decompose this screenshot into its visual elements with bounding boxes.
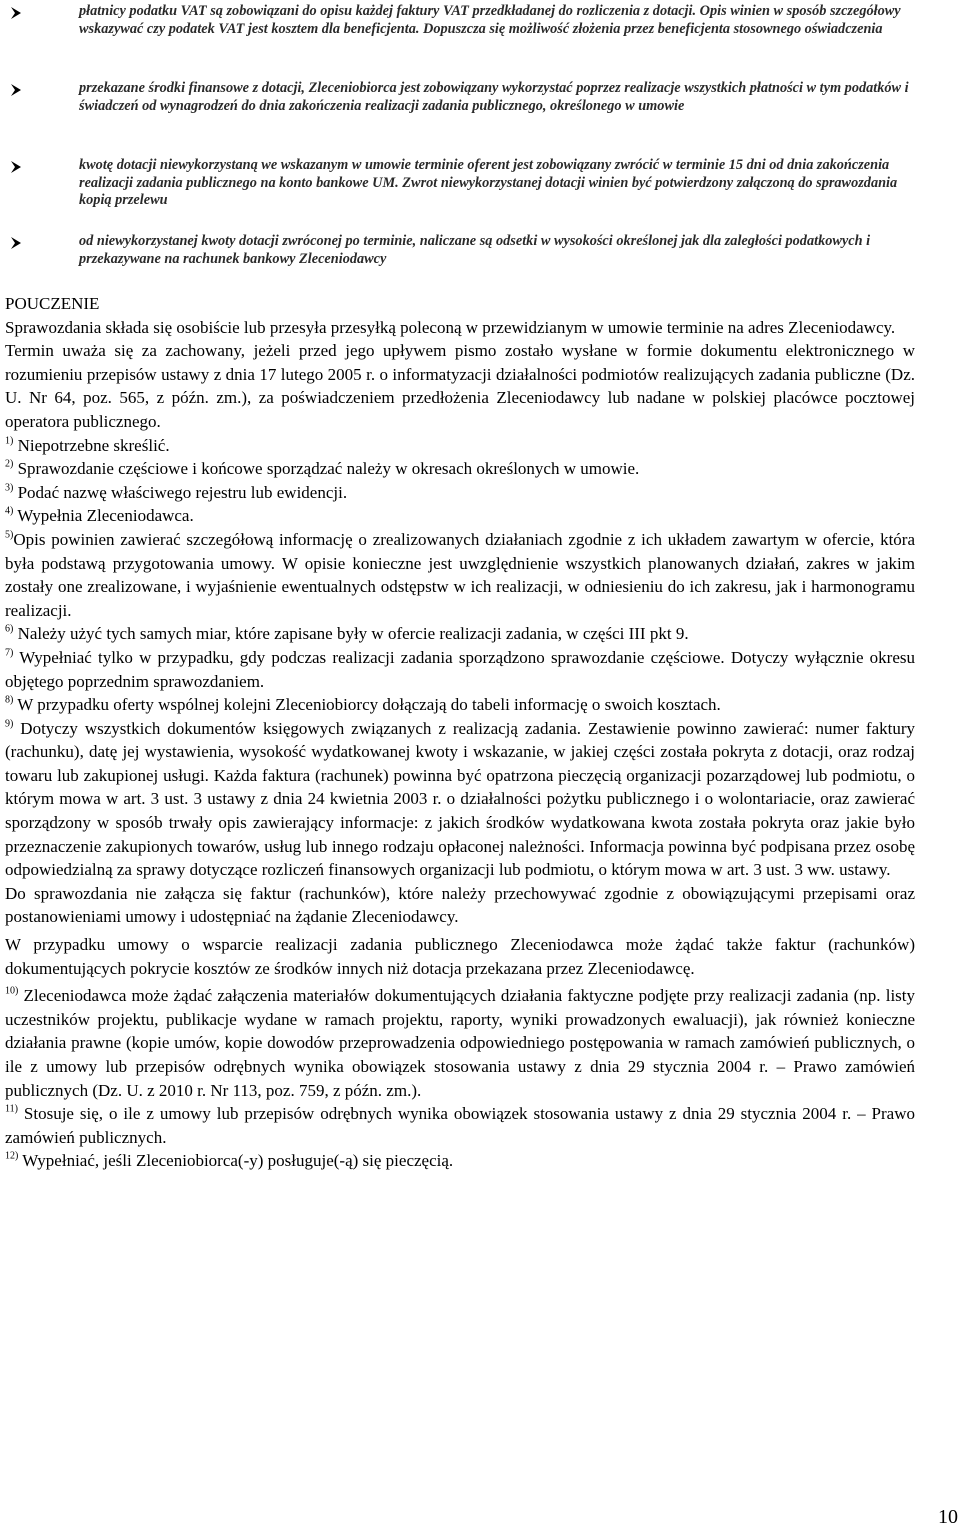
footnote-text: Dotyczy wszystkich dokumentów księgowych związanych z realizacją zadania. Zestawienie powinno zawierać: numer faktury (rachunku), datę jej wystawienia, wysokość wydatkowanej kwoty i wskazanie, w jakiej części została pokryta z dotacji, oraz rodzaj towaru lub zakupionej usługi. Każda faktura (rachunek) powinna być opatrzona pieczęcią organizacji pozarządowej lub podmiotu, o którym mowa w art. 3 ust. 3 ustawy z dnia 24 kwietnia 2003 r. o działalności pożytku publicznego i o wolontariacie, oraz zawierać sporządzony w sposób trwały opis zawierający informacje: z jakich środków wydatkowana kwota została pokryta oraz jakie było przeznaczenie zakupionych towarów, usług lub innego rodzaju opłaconej należności. Informacja powinna być podpisana przez osobę odpowiedzialną za sprawy dotyczące rozliczeń finansowych organizacji lub podmiotu, o którym mowa w art. 3 ust. 3 ww. ustawy. [5, 718, 915, 880]
footnote-text: Niepotrzebne skreślić. [13, 435, 170, 455]
footnote-text: Opis powinien zawierać szczegółową informację o zrealizowanych działaniach zgodnie z ich układem zawartym w ofercie, która była podstawą przygotowania umowy. W opisie konieczne jest uwzględnienie wszystkich planowanych działań, zakres w jakim zostały one zrealizowane, i wyjaśnienie ewentualnych odstępstw w ich realizacji, w odniesieniu do ich zakresu, jak i harmonogramu realizacji. [5, 529, 915, 620]
footnote-text: Należy użyć tych samych miar, które zapisane były w ofercie realizacji zadania, w części III pkt 9. [13, 624, 689, 644]
footnote-marker: 2) [5, 458, 14, 470]
footnote-text: Wypełniać tylko w przypadku, gdy podczas realizacji zadania sporządzono sprawozdanie częściowe. Dotyczy wyłącznie okresu objętego poprzednim sprawozdaniem. [5, 647, 915, 691]
footnote-6 [5, 622, 915, 646]
page-number: 10 [938, 1506, 958, 1528]
paragraph: Termin uważa się za zachowany, jeżeli przed jego upływem pismo zostało wysłane w formie dokumentu elektronicznego w rozumieniu przepisów ustawy z dnia 17 lutego 2005 r. o informatyzacji działalności podmiotów realizujących zadania publiczne (Dz. U. Nr 64, poz. 565, z późn. zm.), za poświadczeniem przedłożenia Zleceniodawcy lub nadane w polskiej placówce pocztowej operatora publicznego. [5, 341, 915, 431]
bullet-text: od niewykorzystanej kwoty dotacji zwróconej po terminie, naliczane są odsetki w wysokości określonej jak dla zaległości podatkowych i przekazywane na rachunek bankowy Zleceniodawcy [79, 233, 871, 267]
arrow-bullet-icon [9, 6, 23, 20]
footnote-text: W przypadku oferty wspólnej kolejni Zleceniobiorcy dołączają do tabeli informację o swoich kosztach. [13, 695, 721, 715]
footnote-7 [5, 646, 915, 693]
footnote-marker: 6) [5, 623, 14, 635]
bullet-text: kwotę dotacji niewykorzystaną we wskazanym w umowie terminie oferent jest zobowiązany zwrócić w terminie 15 dni od dnia zakończenia realizacji zadania publicznego na konto bankowe UM. Zwrot niewykorzystanej dotacji winien być potwierdzony załączoną do sprawozdania kopią przelewu [79, 157, 898, 209]
footnote-marker: 5) [5, 529, 14, 541]
footnote-8 [5, 693, 915, 717]
footnote-text: Stosuje się, o ile z umowy lub przepisów odrębnych wynika obowiązek stosowania ustawy z dnia 29 stycznia 2004 r. – Prawo zamówień publicznych. [5, 1104, 915, 1147]
footnote-marker: 4) [5, 505, 14, 517]
instructions-body [5, 292, 915, 1173]
footnote-text: Wypełnia Zleceniodawca. [13, 506, 194, 526]
bullet-text: przekazane środki finansowe z dotacji, Zleceniobiorca jest zobowiązany wykorzystać poprzez realizacje wszystkich płatności w tym podatków i świadczeń od wynagrodzeń do dnia zakończenia realizacji zadania publicznego, określonego w umowie [79, 80, 909, 114]
footnote-3 [5, 481, 915, 505]
footnote-text: Podać nazwę właściwego rejestru lub ewidencji. [13, 482, 348, 502]
footnote-marker: 3) [5, 482, 14, 494]
footnote-marker: 1) [5, 435, 14, 447]
footnote-11 [5, 1102, 915, 1149]
arrow-bullet-icon [9, 236, 23, 250]
footnote-12 [5, 1149, 915, 1173]
footnote-marker: 12) [5, 1150, 19, 1162]
footnote-5 [5, 528, 915, 622]
footnote-marker: 7) [5, 647, 14, 659]
paragraph: W przypadku umowy o wsparcie realizacji zadania publicznego Zleceniodawca może żądać także faktur (rachunków) dokumentujących pokrycie kosztów ze środków innych niż dotacja przekazana przez Zleceniodawcę. [5, 935, 915, 978]
footnote-marker: 8) [5, 694, 14, 706]
footnote-marker: 10) [5, 985, 19, 997]
bullet-text: płatnicy podatku VAT są zobowiązani do opisu każdej faktury VAT przedkładanej do rozliczenia z dotacji. Opis winien w sposób szczegółowy wskazywać czy podatek VAT jest kosztem dla beneficjenta. Dopuszcza się możliwość złożenia przez beneficjenta stosownego oświadczenia [79, 3, 901, 37]
footnote-4 [5, 504, 915, 528]
footnote-text: Sprawozdanie częściowe i końcowe sporządzać należy w okresach określonych w umowie. [13, 459, 640, 479]
footnote-marker: 9) [5, 718, 14, 730]
footnote-text: Wypełniać, jeśli Zleceniobiorca(-y) posługuje(-ą) się pieczęcią. [18, 1151, 454, 1171]
footnote-10 [5, 984, 915, 1102]
footnote-2 [5, 457, 915, 481]
section-heading: POUCZENIE [5, 294, 100, 313]
footnote-9 [5, 717, 915, 882]
footnote-marker: 11) [5, 1103, 18, 1115]
arrow-bullet-icon [9, 160, 23, 174]
footnote-1 [5, 434, 915, 458]
footnote-text: Zleceniodawca może żądać załączenia materiałów dokumentujących działania faktyczne podjęte przy realizacji zadania (np. listy uczestników projektu, publikacje wydane w ramach projektu, raporty, wyniki prowadzonych ewaluacji), jak również konieczne działania prawne (kopie umów, kopie dowodów przeprowadzenia odpowiedniego postępowania w ramach zamówień publicznych, o ile z umowy lub przepisów odrębnych wynika obowiązek stosowania ustawy z dnia 29 stycznia 2004 r. – Prawo zamówień publicznych (Dz. U. z 2010 r. Nr 113, poz. 759, z późn. zm.). [5, 986, 915, 1100]
paragraph: Do sprawozdania nie załącza się faktur (rachunków), które należy przechowywać zgodnie z obowiązującymi przepisami oraz postanowieniami umowy i udostępniać na żądanie Zleceniodawcy. [5, 883, 915, 927]
arrow-bullet-icon [9, 83, 23, 97]
paragraph: Sprawozdania składa się osobiście lub przesyła przesyłką poleconą w przewidzianym w umowie terminie na adres Zleceniodawcy. [5, 317, 896, 337]
